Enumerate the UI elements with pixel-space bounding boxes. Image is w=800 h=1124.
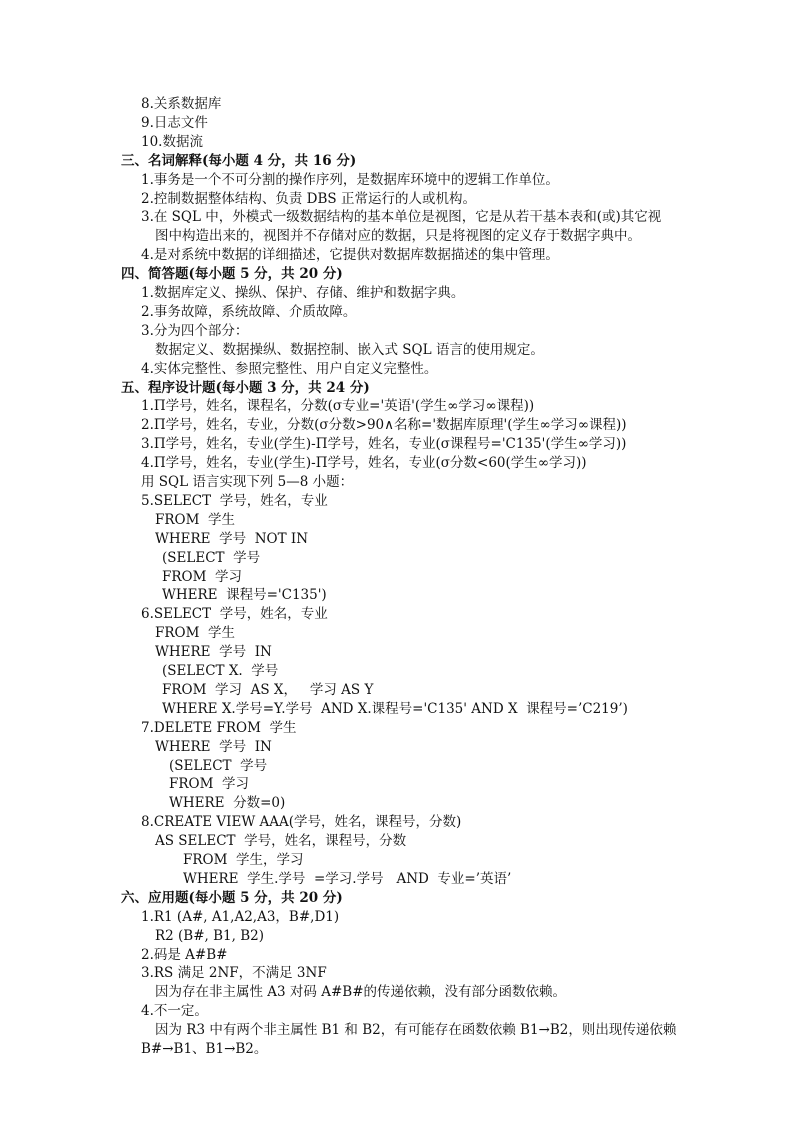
answer-line: 图中构造出来的，视图并不存储对应的数据，只是将视图的定义存于数据字典中。 (155, 228, 641, 245)
answer-line: 2.控制数据整体结构、负责 DBS 正常运行的人或机构。 (141, 190, 476, 207)
relational-algebra-line: 2.Π学号，姓名，专业，分数(σ分数>90∧名称='数据库原理'(学生∞学习∞课程)) (141, 417, 627, 434)
answer-line: B#→B1、B1→B2。 (141, 1041, 268, 1057)
answer-line: 2.码是 A#B# (141, 946, 228, 963)
answer-line: R2 (B#, B1, B2) (155, 927, 264, 944)
sql-line: FROM 学习 (162, 568, 243, 585)
answer-line: 4.不一定。 (141, 1003, 208, 1020)
sql-line: WHERE 分数=0) (169, 795, 286, 812)
relational-algebra-line: 4.Π学号，姓名，专业(学生)-Π学号，姓名，专业(σ分数<60(学生∞学习)) (141, 455, 587, 472)
section-heading-4: 四、简答题(每小题 5 分，共 20 分) (121, 266, 343, 283)
answer-line: 因为 R3 中有两个非主属性 B1 和 B2，有可能存在函数依赖 B1→B2，则出现传递依赖 (155, 1022, 677, 1039)
section-heading-6: 六、应用题(每小题 5 分，共 20 分) (121, 889, 343, 906)
relational-algebra-line: 3.Π学号，姓名，专业(学生)-Π学号，姓名，专业(σ课程号='C135'(学生∞学习)) (141, 436, 627, 453)
sql-line: 8.CREATE VIEW AAA(学号，姓名，课程号，分数) (141, 814, 462, 831)
sql-line: WHERE 学生.学号 =学习.学号 AND 专业=’英语’ (183, 870, 512, 887)
answer-line: 2.事务故障，系统故障、介质故障。 (141, 303, 357, 320)
answer-line: 10.数据流 (141, 133, 203, 150)
answer-line: 4.是对系统中数据的详细描述，它提供对数据库数据描述的集中管理。 (141, 247, 559, 264)
section-heading-3: 三、名词解释(每小题 4 分，共 16 分) (121, 152, 357, 169)
sql-line: FROM 学生 (155, 625, 236, 642)
sql-line: FROM 学生，学习 (183, 852, 304, 868)
answer-line: 用 SQL 语言实现下列 5—8 小题： (141, 474, 354, 490)
answer-line: 3.RS 满足 2NF，不满足 3NF (141, 965, 327, 982)
answer-line: 1.事务是一个不可分割的操作序列，是数据库环境中的逻辑工作单位。 (141, 171, 559, 188)
relational-algebra-line: 1.Π学号，姓名，课程名，分数(σ专业='英语'(学生∞学习∞课程)) (141, 398, 535, 415)
answer-line: 1.R1 (A#, A1,A2,A3，B#,D1) (141, 908, 340, 925)
answer-line: 1.数据库定义、操纵、保护、存储、维护和数据字典。 (141, 285, 465, 301)
answer-line: 9.日志文件 (141, 114, 208, 131)
answer-line: 因为存在非主属性 A3 对码 A#B#的传递依赖，没有部分函数依赖。 (155, 984, 567, 1001)
sql-line: 7.DELETE FROM 学生 (141, 719, 297, 736)
sql-line: FROM 学习 AS X， 学习 AS Y (162, 681, 374, 698)
sql-line: WHERE 学号 IN (155, 738, 272, 755)
sql-line: (SELECT X. 学号 (162, 663, 279, 679)
sql-line: WHERE 学号 IN (155, 644, 272, 661)
sql-line: WHERE 课程号='C135') (162, 587, 327, 604)
answer-line: 4.实体完整性、参照完整性、用户自定义完整性。 (141, 360, 438, 377)
sql-line: FROM 学生 (155, 511, 236, 528)
answer-line: 3.分为四个部分： (141, 322, 249, 339)
sql-line: (SELECT 学号 (169, 757, 268, 774)
sql-line: WHERE X.学号=Y.学号 AND X.课程号='C135' AND X 课程号=’C219’) (162, 700, 628, 717)
sql-line: FROM 学习 (169, 776, 250, 793)
sql-line: 6.SELECT 学号，姓名，专业 (141, 606, 328, 623)
answer-line: 3.在 SQL 中，外模式一级数据结构的基本单位是视图，它是从若干基本表和(或)其它视 (141, 209, 662, 226)
answer-line: 8.关系数据库 (141, 96, 222, 112)
sql-line: (SELECT 学号 (162, 549, 261, 566)
section-heading-5: 五、程序设计题(每小题 3 分，共 24 分) (121, 379, 370, 396)
sql-line: 5.SELECT 学号，姓名，专业 (141, 492, 328, 509)
answer-line: 数据定义、数据操纵、数据控制、嵌入式 SQL 语言的使用规定。 (155, 341, 544, 358)
sql-line: WHERE 学号 NOT IN (155, 530, 309, 547)
sql-line: AS SELECT 学号，姓名，课程号，分数 (155, 833, 407, 850)
